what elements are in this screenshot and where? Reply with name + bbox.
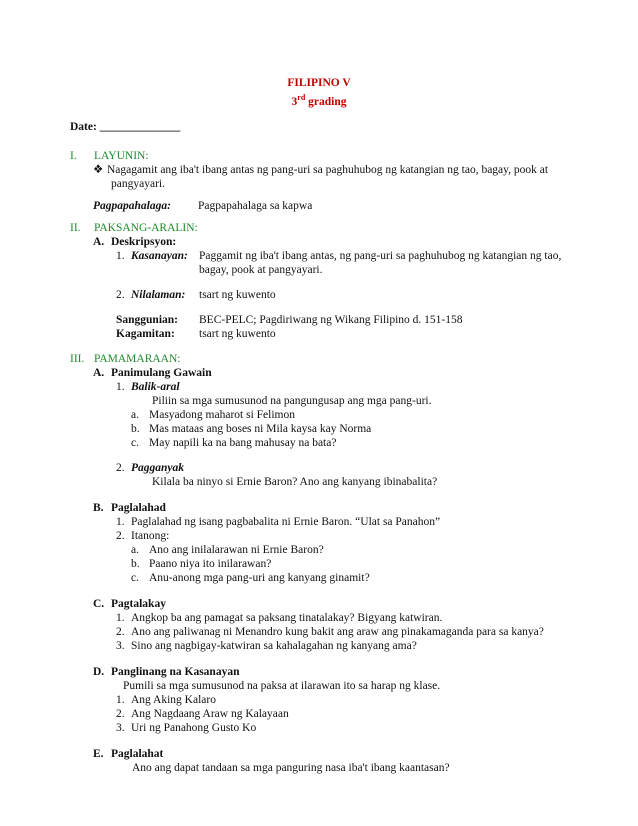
- item-number: 1.: [116, 250, 125, 262]
- subsection-letter: A.: [93, 236, 105, 248]
- subsection-letter: A.: [93, 367, 105, 379]
- materials-line: [116, 327, 276, 341]
- subsection-title: Paglalahat: [111, 748, 164, 760]
- item-text: Mas mataas ang boses ni Mila kaysa kay Norma: [149, 423, 372, 435]
- list-item: [116, 707, 289, 721]
- list-item: [131, 436, 336, 450]
- item-number: 2.: [116, 626, 125, 638]
- date-line: [70, 120, 180, 134]
- section-number: II.: [70, 222, 81, 234]
- content-line: [116, 288, 276, 302]
- item-text: Ang Nagdaang Araw ng Kalayaan: [131, 708, 289, 720]
- section-3-heading: [70, 352, 181, 366]
- subsection-letter: E.: [93, 748, 104, 760]
- item-letter: b.: [131, 423, 140, 435]
- subsection-letter: D.: [93, 666, 105, 678]
- list-item: [116, 693, 216, 707]
- section-1-heading: [70, 149, 149, 163]
- date-blank: ______________: [99, 121, 181, 133]
- section-number: I.: [70, 150, 77, 162]
- subsection-letter: C.: [93, 598, 105, 610]
- review-title: Balik-aral: [131, 381, 180, 393]
- subsection-a-heading: [93, 366, 212, 380]
- item-number: 2.: [116, 462, 125, 474]
- skill-text: Paggamit ng iba't ibang antas, ng pang-uri sa paghuhubog ng katangian ng tao,: [199, 250, 562, 262]
- presentation-item: [116, 515, 440, 529]
- presentation-item: [116, 529, 169, 543]
- item-text: Itanong:: [131, 530, 170, 542]
- list-item: [131, 422, 371, 436]
- item-text: Ano ang paliwanag ni Menandro kung bakit ang araw ang pinakamaganda para sa kanya?: [131, 626, 544, 638]
- review-heading: [116, 380, 180, 394]
- list-item: [116, 625, 544, 639]
- subsection-c-heading: [93, 597, 166, 611]
- document-title: FILIPINO V: [287, 77, 351, 89]
- values-label: Pagpapahalaga:: [93, 200, 171, 212]
- grading-suffix: rd: [297, 93, 306, 102]
- section-2-heading: [70, 221, 198, 235]
- list-item: [116, 639, 417, 653]
- item-text: Masyadong maharot si Felimon: [149, 409, 295, 421]
- values-line: [93, 199, 312, 213]
- section-title: PAKSANG-ARALIN:: [94, 222, 198, 234]
- item-letter: a.: [131, 544, 139, 556]
- item-number: 2.: [116, 708, 125, 720]
- list-item: [131, 543, 324, 557]
- values-text: Pagpapahalaga sa kapwa: [198, 200, 313, 212]
- subsection-b-heading: [93, 501, 166, 515]
- subsection-d-heading: [93, 665, 239, 679]
- subsection-letter: B.: [93, 502, 104, 514]
- diamond-bullet-icon: ❖: [93, 164, 104, 176]
- list-item: [131, 571, 370, 585]
- item-letter: b.: [131, 558, 140, 570]
- item-text: Ang Aking Kalaro: [131, 694, 216, 706]
- motivation-title: Pagganyak: [131, 462, 185, 474]
- motivation-text: Kilala ba ninyo si Ernie Baron? Ano ang kanyang ibinabalita?: [152, 476, 438, 488]
- item-number: 3.: [116, 722, 125, 734]
- motivation-heading: [116, 461, 184, 475]
- item-number: 1.: [116, 381, 125, 393]
- objective-bullet: [93, 163, 548, 177]
- section-title: PAMAMARAAN:: [94, 353, 181, 365]
- item-number: 1.: [116, 694, 125, 706]
- item-text: May napili ka na bang mahusay na bata?: [149, 437, 337, 449]
- subsection-title: Paglalahad: [111, 502, 166, 514]
- enrichment-instruction: Pumili sa mga sumusunod na paksa at ilarawan ito sa harap ng klase.: [123, 680, 441, 692]
- item-text: Ano ang inilalarawan ni Ernie Baron?: [149, 544, 324, 556]
- review-instruction: Piliin sa mga sumusunod na pangungusap ang mga pang-uri.: [152, 395, 432, 407]
- content-text: tsart ng kuwento: [199, 289, 276, 301]
- list-item: [116, 611, 442, 625]
- objective-text: Nagagamit ang iba't ibang antas ng pang-uri sa paghuhubog ng katangian ng tao, bagay, pook at: [107, 164, 549, 176]
- subsection-a-heading: [93, 235, 176, 249]
- item-number: 2.: [116, 530, 125, 542]
- materials-label: Kagamitan:: [116, 328, 175, 340]
- date-label: Date:: [70, 121, 97, 133]
- item-number: 1.: [116, 516, 125, 528]
- item-letter: c.: [131, 572, 139, 584]
- reference-label: Sanggunian:: [116, 314, 179, 326]
- reference-text: BEC-PELC; Pagdiriwang ng Wikang Filipino d. 151-158: [199, 314, 463, 326]
- list-item: [131, 408, 295, 422]
- subsection-e-heading: [93, 747, 163, 761]
- item-text: Sino ang nagbigay-katwiran sa kahalagahan ng kanyang ama?: [131, 640, 417, 652]
- subsection-title: Panglinang na Kasanayan: [111, 666, 240, 678]
- item-text: Angkop ba ang pamagat sa paksang tinatalakay? Bigyang katwiran.: [131, 612, 443, 624]
- materials-text: tsart ng kuwento: [199, 328, 276, 340]
- item-text: Paano niya ito inilarawan?: [149, 558, 272, 570]
- item-letter: a.: [131, 409, 139, 421]
- grading-word: grading: [308, 95, 347, 108]
- item-text: Uri ng Panahong Gusto Ko: [131, 722, 257, 734]
- content-label: Nilalaman:: [131, 289, 186, 301]
- grading-label: [0, 91, 638, 109]
- subsection-title: Panimulang Gawain: [111, 367, 212, 379]
- skill-text-cont: bagay, pook at pangyayari.: [199, 264, 323, 276]
- skill-label: Kasanayan:: [131, 250, 188, 262]
- skill-line: [116, 249, 561, 263]
- objective-text-cont: pangyayari.: [111, 178, 165, 190]
- subsection-title: Deskripsyon:: [111, 236, 177, 248]
- item-number: 3.: [116, 640, 125, 652]
- subsection-title: Pagtalakay: [111, 598, 166, 610]
- item-number: 1.: [116, 612, 125, 624]
- item-number: 2.: [116, 289, 125, 301]
- list-item: [131, 557, 271, 571]
- list-item: [116, 721, 256, 735]
- grading-number: 3: [291, 95, 298, 108]
- generalization-text: Ano ang dapat tandaan sa mga panguring nasa iba't ibang kaantasan?: [132, 762, 450, 774]
- section-number: III.: [70, 353, 85, 365]
- item-letter: c.: [131, 437, 139, 449]
- reference-line: [116, 313, 463, 327]
- item-text: Anu-anong mga pang-uri ang kanyang ginamit?: [149, 572, 370, 584]
- item-text: Paglalahad ng isang pagbabalita ni Ernie Baron. “Ulat sa Panahon”: [131, 516, 441, 528]
- section-title: LAYUNIN:: [94, 150, 149, 162]
